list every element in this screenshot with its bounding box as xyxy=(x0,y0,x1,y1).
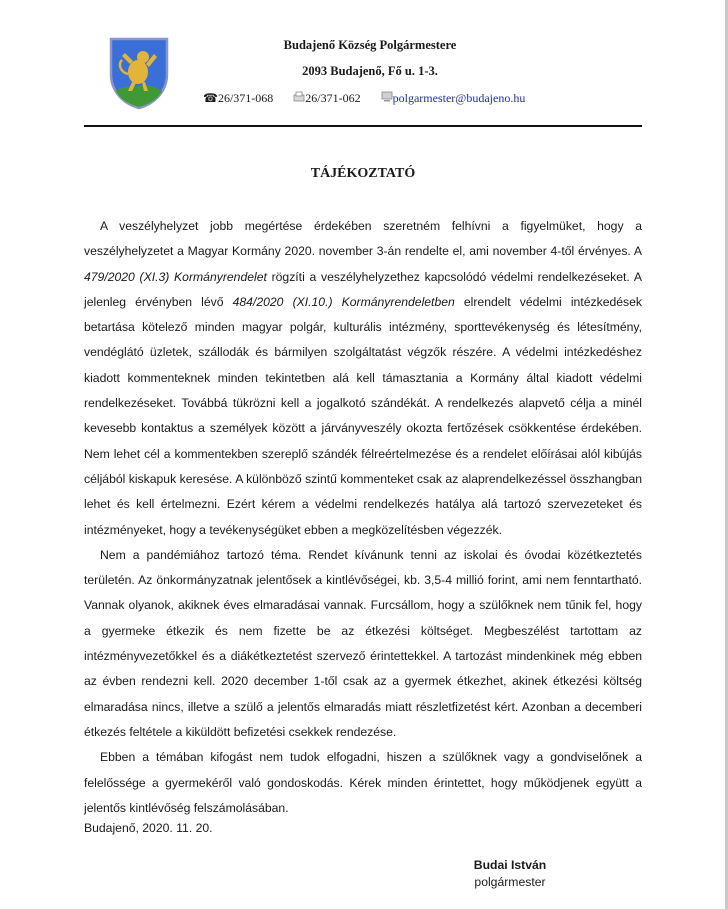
email-link[interactable]: polgarmester@budajeno.hu xyxy=(392,90,526,105)
signer-name: Budai István xyxy=(473,858,547,872)
header-divider xyxy=(84,125,642,127)
paragraph-2: Nem a pandémiához tartozó téma. Rendet kívánunk tenni az iskolai és óvodai közétkeztetés területén. Az önkormányzatnak jelentősek a kintlévőségei, kb. 3,5-4 millió forint, ami nem fenntartható. Vannak olyanok, akiknek éves elmaradásai vannak. Furcsállom, hogy a szülőknek nem tűnik fel, hogy a gyermeke étkezik és nem fizette be az étkezési költséget. Megbeszélést tartottam az intézményvezetőkkel és a diákétkeztetést szervező érintettekkel. A tartozást mindenkinek még ebben az évben rendezni kell. 2020 december 1-től csak az a gyermek étkezhet, akinek étkezési költség elmaradása nincs, illetve a szülő a jelentős elmaradás miatt részletfizetést kért. Azonban a decemberi étkezés feltétele a kiküldött befizetési csekkek rendezése. xyxy=(84,547,642,739)
decree-reference-1: 479/2020 (XI.3) Kormányrendelet xyxy=(84,269,267,284)
contact-row xyxy=(203,90,525,106)
document-title: TÁJÉKOZTATÓ xyxy=(310,166,416,181)
org-name: Budajenő Község Polgármestere xyxy=(283,38,457,52)
signer-title: polgármester xyxy=(474,875,546,889)
telephone-icon: ☎ xyxy=(203,90,218,105)
fax-icon xyxy=(293,91,305,106)
fax-number: 26/371-062 xyxy=(305,90,361,105)
org-address: 2093 Budajenő, Fő u. 1-3. xyxy=(302,64,438,78)
paragraph-3: Ebben a témában kifogást nem tudok elfogadni, hiszen a szülőknek vagy a gondviselőnek a felelőssége a gyermekéről való gondoskodás. Kérek minden érintettet, hogy működjenek együtt a jelentős kintlévőség felszámolásában. xyxy=(84,750,642,815)
document-body xyxy=(84,214,642,821)
paragraph-1 xyxy=(84,214,642,543)
place-date: Budajenő, 2020. 11. 20. xyxy=(84,821,213,835)
computer-icon xyxy=(381,91,393,106)
paragraph-1-part-1: A veszélyhelyzet jobb megértése érdekében szeretném felhívni a figyelmüket, hogy a veszélyhelyzetet a Magyar Kormány 2020. november 3-án rendelte el, ami november 4-től érvényes. A xyxy=(84,219,642,259)
phone-number: 26/371-068 xyxy=(217,90,274,105)
decree-reference-2: 484/2020 (XI.10.) Kormányrendeletben xyxy=(232,294,455,309)
coat-of-arms-icon xyxy=(108,36,170,110)
paragraph-1-part-2: rögzíti a veszélyhelyzethez kapcsolódó védelmi rendelkezéseket. A jelenleg érvényben lévő xyxy=(84,269,642,309)
paragraph-1-part-3: elrendelt védelmi intézkedések betartása kötelező minden magyar polgár, kulturális intézmény, sporttevékenység és létesítmény, vendéglátó üzletek, szállodák és bármilyen szolgáltatást végzők részére. A védelmi intézkedéshez kiadott kommenteknek minden tekintetben alá kell támasztania a Kormány által kiadott védelmi rendelkezéseket. Továbbá tükrözni kell a jogalkotó szándékát. A rendelkezés alapvető célja a minél kevesebb kontaktus a személyek között a járványveszély okozta fertőzések csökkentése érdekében. Nem lehet cél a kommentekben szereplő szándék félreértelmezése és a rendelet előírásai alól kibújás céljából kiskapuk keresése. A különböző szintű kommenteket csak az alaprendelkezéssel összhangban lehet és kell értelmezni. Ezért kérem a védelmi rendelkezés hatálya alá tartozó szervezeteket és intézményeket, hogy a tevékenységüket ebben a megközelítésben végezzék. xyxy=(84,294,642,537)
